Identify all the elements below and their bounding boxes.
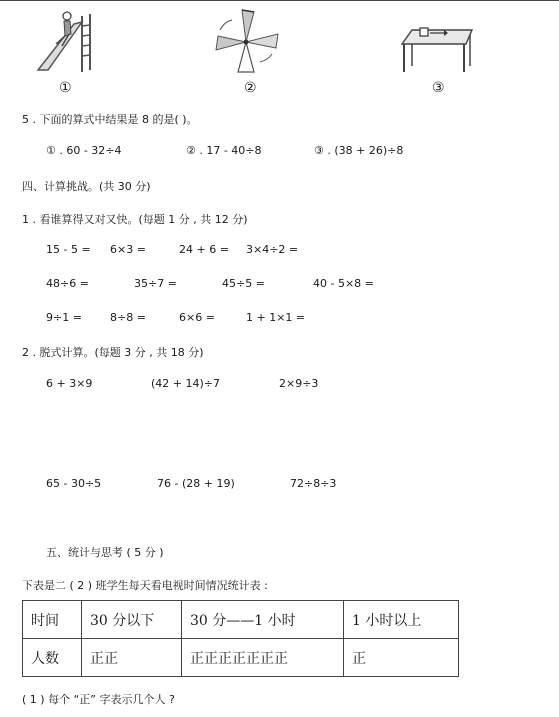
problem: 24 + 6 = — [179, 243, 229, 256]
section5-title: 五、统计与思考 ( 5 分 ) — [46, 546, 164, 559]
table-cell: 1 小时以上 — [344, 601, 459, 639]
picture-label-1: ① — [59, 80, 72, 96]
problem: 76 - (28 + 19) — [157, 477, 235, 490]
q5-option-2: ② . 17 - 40÷8 — [186, 144, 262, 157]
problem: 6×6 = — [179, 311, 215, 324]
problem: 6 + 3×9 — [46, 377, 93, 390]
question-1: ( 1 ) 每个 “正” 字表示几个人 ? — [22, 693, 175, 706]
slide-icon — [34, 6, 104, 74]
picture-label-3: ③ — [432, 80, 445, 96]
tv-time-table — [22, 600, 459, 677]
table-intro: 下表是二 ( 2 ) 班学生每天看电视时间情况统计表 : — [22, 579, 268, 592]
table-cell: 正 — [344, 639, 459, 677]
problem: 72÷8÷3 — [290, 477, 337, 490]
table-cell: 时间 — [23, 601, 82, 639]
q5-option-3: ③ . (38 + 26)÷8 — [314, 144, 404, 157]
problem: 65 - 30÷5 — [46, 477, 102, 490]
part1-title: 1 . 看谁算得又对又快。(每题 1 分 , 共 12 分) — [22, 213, 248, 226]
table-cell: 30 分以下 — [82, 601, 182, 639]
table-cell: 正正 — [82, 639, 182, 677]
table-row — [23, 639, 459, 677]
top-rule — [0, 0, 559, 1]
table-with-box-icon — [398, 22, 476, 74]
windmill-icon — [210, 6, 282, 76]
problem: 1 + 1×1 = — [246, 311, 306, 324]
problem: 15 - 5 = — [46, 243, 91, 256]
picture-label-2: ② — [244, 80, 257, 96]
section4-title: 四、计算挑战。(共 30 分) — [22, 180, 151, 193]
part2-title: 2 . 脱式计算。(每题 3 分 , 共 18 分) — [22, 346, 204, 359]
problem: 8÷8 = — [110, 311, 146, 324]
problem: 3×4÷2 = — [246, 243, 299, 256]
q5-option-1: ① . 60 - 32÷4 — [46, 144, 122, 157]
q5-stem: 5 . 下面的算式中结果是 8 的是( )。 — [22, 113, 198, 126]
problem: (42 + 14)÷7 — [151, 377, 221, 390]
table-cell: 30 分——1 小时 — [182, 601, 344, 639]
table-cell: 正正正正正正正 — [182, 639, 344, 677]
problem: 9÷1 = — [46, 311, 82, 324]
problem: 2×9÷3 — [279, 377, 319, 390]
problem: 45÷5 = — [222, 277, 265, 290]
table-cell: 人数 — [23, 639, 82, 677]
problem: 48÷6 = — [46, 277, 89, 290]
problem: 40 - 5×8 = — [313, 277, 374, 290]
table-row — [23, 601, 459, 639]
problem: 6×3 = — [110, 243, 146, 256]
problem: 35÷7 = — [134, 277, 177, 290]
